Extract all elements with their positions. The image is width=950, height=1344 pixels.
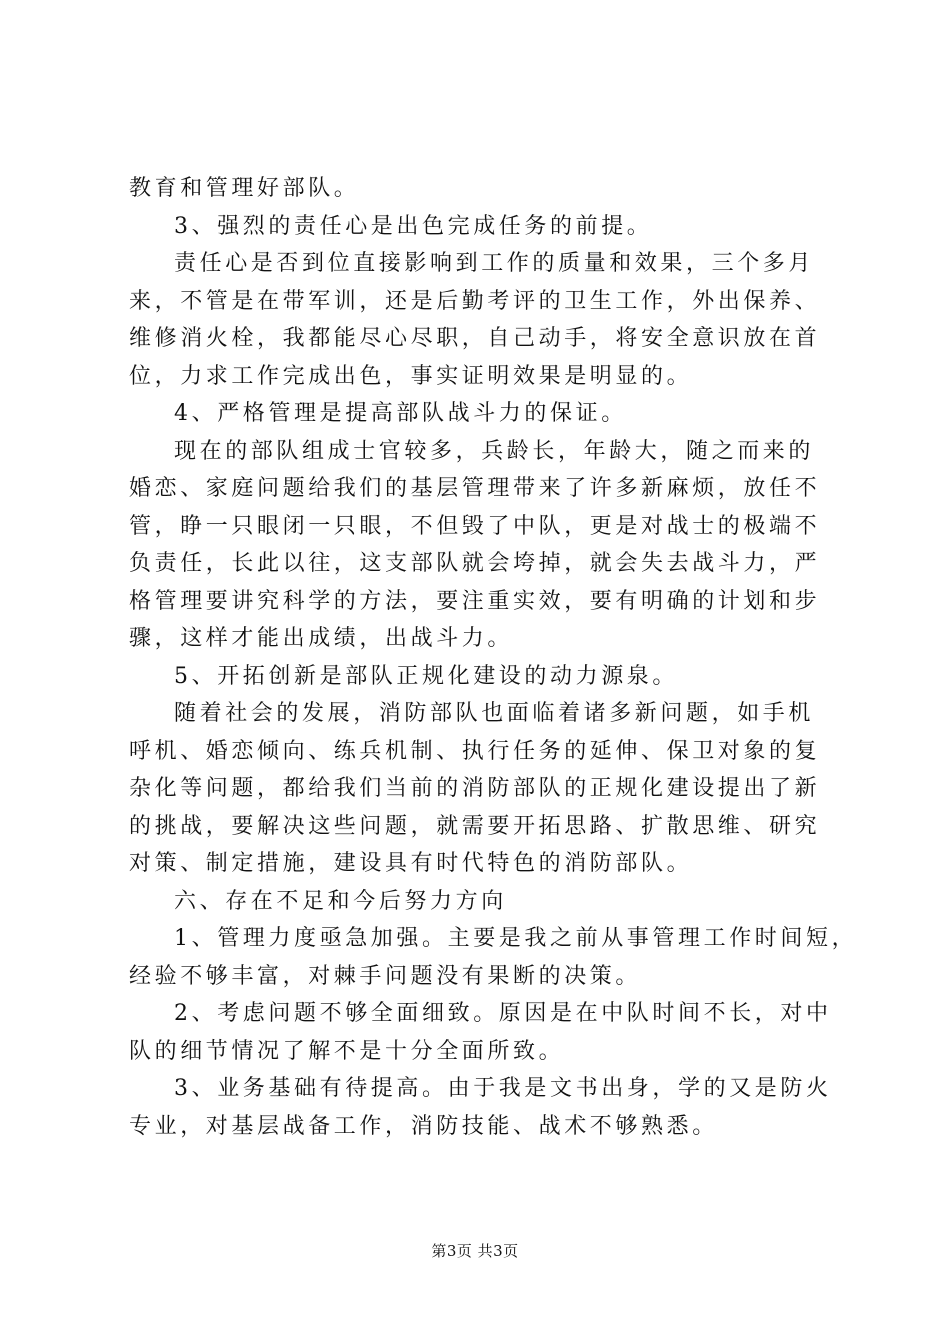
text-line: 格管理要讲究科学的方法，要注重实效，要有明确的计划和步 xyxy=(129,588,821,614)
text-line: 4、严格管理是提高部队战斗力的保证。 xyxy=(174,401,627,426)
text-line: 位，力求工作完成出色，事实证明效果是明显的。 xyxy=(129,363,693,389)
text-line: 专业，对基层战备工作，消防技能、战术不够熟悉。 xyxy=(129,1113,718,1139)
text-line: 队的细节情况了解不是十分全面所致。 xyxy=(129,1038,565,1064)
text-line: 骤，这样才能出成绩，出战斗力。 xyxy=(129,626,514,651)
text-line: 责任心是否到位直接影响到工作的质量和效果，三个多月 xyxy=(174,251,815,276)
body-text xyxy=(129,170,858,1145)
text-line: 对策、制定措施，建设具有时代特色的消防部队。 xyxy=(129,851,693,876)
text-line: 3、业务基础有待提高。由于我是文书出身，学的又是防火 xyxy=(174,1076,832,1101)
text-line: 负责任，长此以往，这支部队就会垮掉，就会失去战斗力，严 xyxy=(129,551,821,576)
text-line: 2、考虑问题不够全面细致。原因是在中队时间不长，对中 xyxy=(174,1001,832,1026)
text-line: 呼机、婚恋倾向、练兵机制、执行任务的延伸、保卫对象的复 xyxy=(129,738,821,764)
text-line: 维修消火栓，我都能尽心尽职，自己动手，将安全意识放在首 xyxy=(129,326,821,351)
text-line: 5、开拓创新是部队正规化建设的动力源泉。 xyxy=(174,663,678,689)
text-line: 婚恋、家庭问题给我们的基层管理带来了许多新麻烦，放任不 xyxy=(129,476,821,501)
text-line: 来，不管是在带军训，还是后勤考评的卫生工作，外出保养、 xyxy=(129,288,821,314)
text-line: 经验不够丰富，对棘手问题没有果断的决策。 xyxy=(129,963,642,989)
page-footer: 第3页 共3页 xyxy=(431,1242,519,1260)
text-line: 1、管理力度亟急加强。主要是我之前从事管理工作时间短， xyxy=(174,926,858,951)
text-line: 随着社会的发展，消防部队也面临着诸多新问题，如手机 xyxy=(174,701,815,726)
text-line: 现在的部队组成士官较多，兵龄长，年龄大，随之而来的 xyxy=(174,438,815,464)
text-line: 3、强烈的责任心是出色完成任务的前提。 xyxy=(174,213,653,239)
text-line: 管，睁一只眼闭一只眼，不但毁了中队，更是对战士的极端不 xyxy=(129,513,821,539)
text-line: 杂化等问题，都给我们当前的消防部队的正规化建设提出了新 xyxy=(129,776,821,801)
text-line: 教育和管理好部队。 xyxy=(129,176,360,201)
text-line: 六、存在不足和今后努力方向 xyxy=(174,888,507,914)
text-line: 的挑战，要解决这些问题，就需要开拓思路、扩散思维、研究 xyxy=(129,813,821,839)
